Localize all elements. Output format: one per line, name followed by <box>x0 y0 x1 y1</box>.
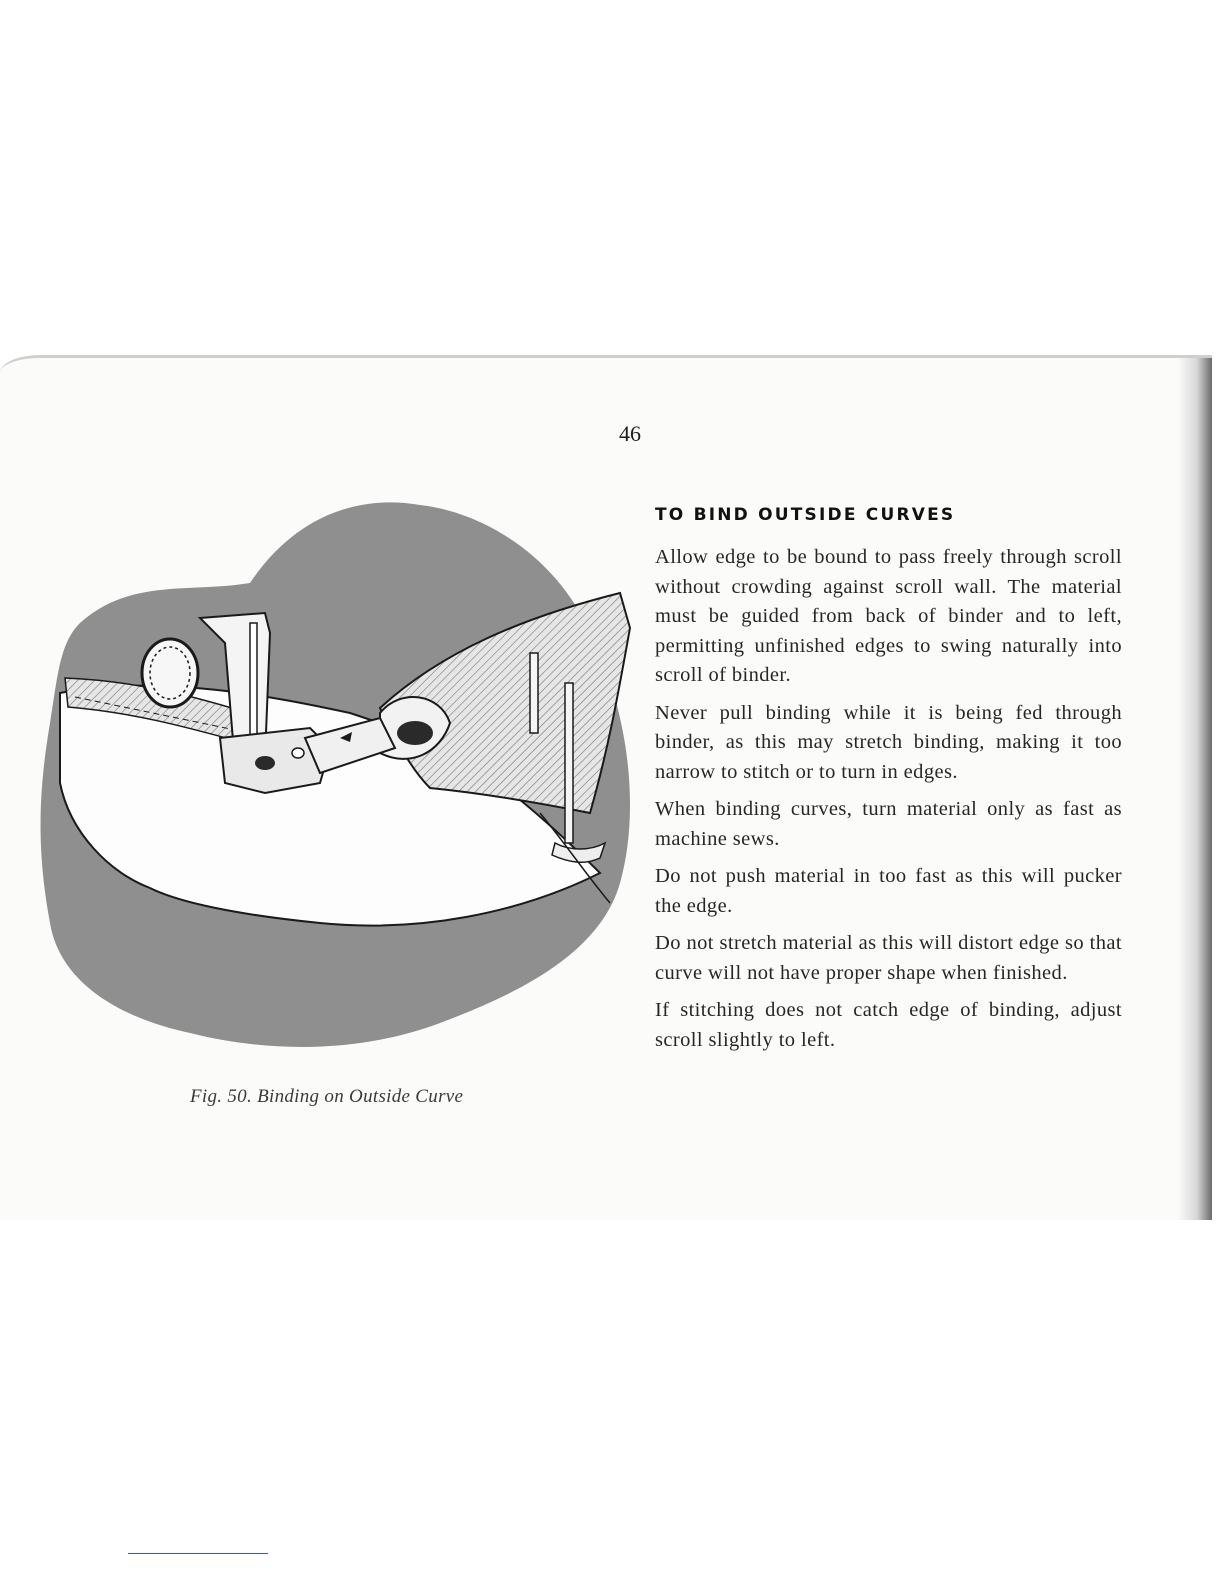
bottom-link-underline <box>128 1553 268 1554</box>
page-edge-shadow <box>1178 358 1212 1220</box>
page-number: 46 <box>619 421 641 446</box>
paragraph-3: When binding curves, turn material only as fast as machine sews. <box>655 798 1122 850</box>
paragraph-5: Do not stretch material as this will distort edge so that curve will not have proper shape when finished. <box>655 932 1122 984</box>
scanned-page <box>0 355 1212 1220</box>
paragraph-4: Do not push material in too fast as this will pucker the edge. <box>655 865 1122 917</box>
paragraph-2: Never pull binding while it is being fed through binder, as this may stretch binding, making it too narrow to stitch or to turn in edges. <box>655 701 1122 783</box>
binder-illustration <box>20 483 640 1083</box>
paragraph-6: If stitching does not catch edge of binding, adjust scroll slightly to left. <box>655 999 1122 1051</box>
figure-caption: Fig. 50. Binding on Outside Curve <box>190 1086 464 1107</box>
guide-post-right <box>565 683 573 843</box>
figure-binding-illustration <box>20 483 640 1083</box>
guide-post-left <box>530 653 538 733</box>
text-column <box>655 505 1122 1063</box>
section-heading: TO BIND OUTSIDE CURVES <box>655 505 956 525</box>
paragraph-1: Allow edge to be bound to pass freely through scroll without crowding against scroll wall. The material must be guided from back of binder and to left, permitting unfinished edges to swing naturally into scroll of binder. <box>655 546 1122 686</box>
